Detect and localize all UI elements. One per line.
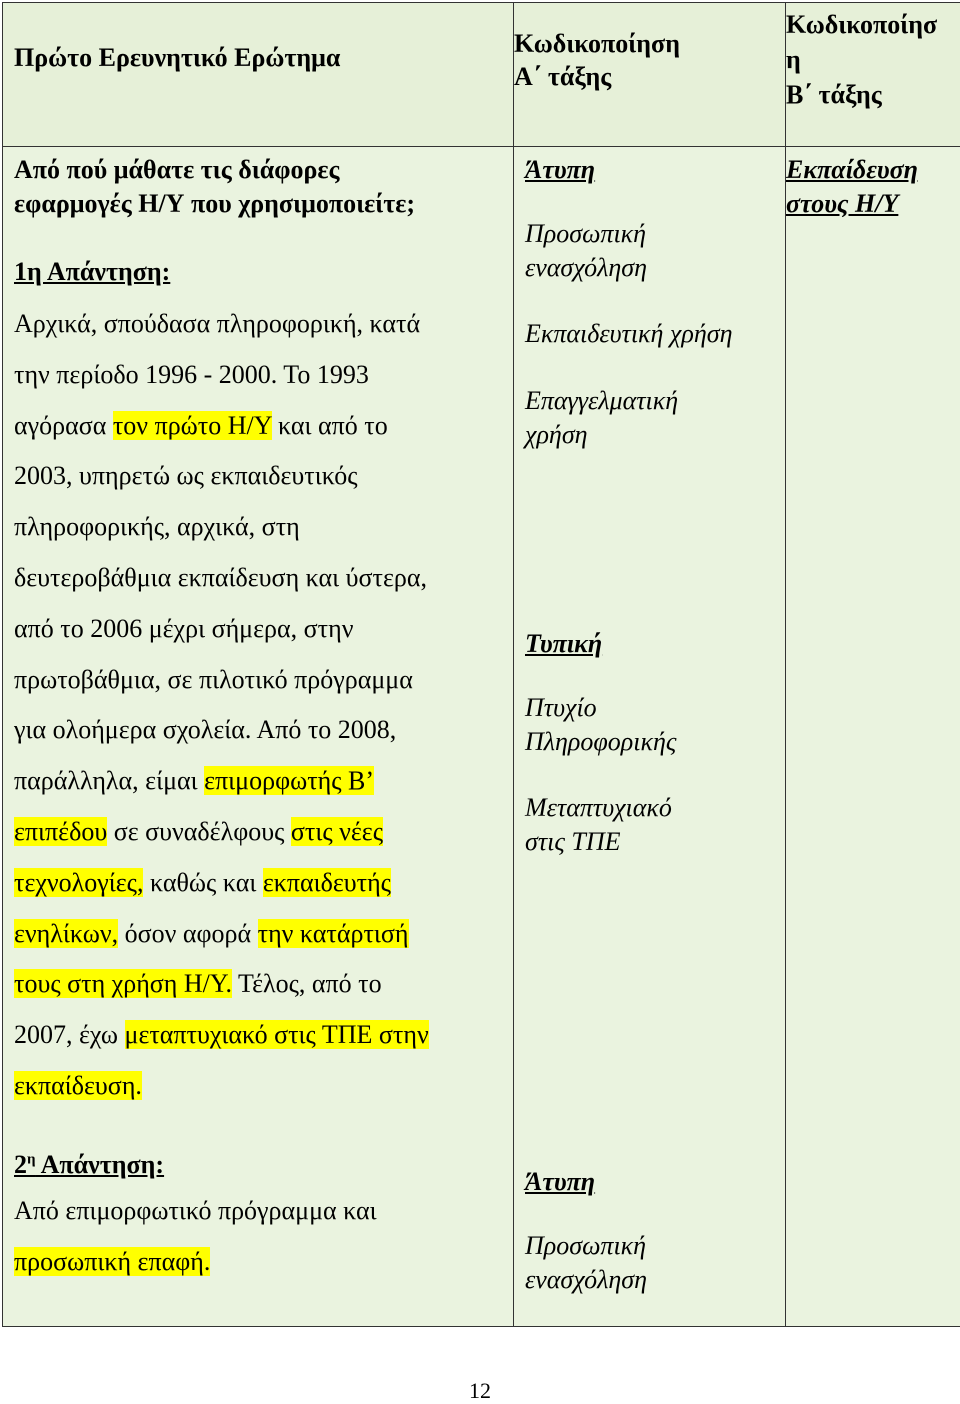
coding-a1-item2-l1: Επαγγελματική bbox=[525, 384, 785, 418]
coding-a1-block2 bbox=[514, 629, 785, 859]
coding-a1-item0-l1: Προσωπική bbox=[525, 217, 785, 251]
coding-a2-l2: ενασχόληση bbox=[525, 1263, 785, 1297]
header-coding-b bbox=[786, 3, 960, 147]
coding-a1-item3-l2: Πληροφορικής bbox=[525, 725, 785, 759]
coding-b-cell bbox=[786, 147, 960, 1327]
coding-a1-item4-l1: Μεταπτυχιακό bbox=[525, 791, 785, 825]
coding-a1-item3 bbox=[514, 691, 785, 759]
answer2-label-rest: Απάντηση: bbox=[36, 1150, 165, 1179]
answer2-text bbox=[3, 1186, 513, 1288]
answer1-line bbox=[14, 604, 513, 655]
answer1-label: 1η Απάντηση: bbox=[3, 257, 513, 287]
answer1-line bbox=[14, 1010, 513, 1061]
highlighted-text: μεταπτυχιακό στις ΤΠΕ στην bbox=[125, 1020, 429, 1049]
coding-a1-item3-l1: Πτυχίο bbox=[525, 691, 785, 725]
question bbox=[3, 147, 513, 221]
highlighted-text: επιπέδου bbox=[14, 817, 107, 846]
answer2-label bbox=[3, 1150, 513, 1180]
highlighted-text: τεχνολογίες, bbox=[14, 868, 143, 897]
answer1-line bbox=[14, 350, 513, 401]
answer1-text-segment: και από το bbox=[272, 411, 388, 440]
answer2-label-sup: η bbox=[27, 1151, 36, 1167]
header-row bbox=[3, 3, 960, 147]
highlighted-text: τον πρώτο Η/Υ bbox=[113, 411, 272, 440]
answer1-text-segment: πληροφορικής, αρχικά, στη bbox=[14, 512, 300, 541]
header-coding-a bbox=[514, 3, 786, 147]
answer1-line bbox=[14, 959, 513, 1010]
coding-a1-item2-l2: χρήση bbox=[525, 418, 785, 452]
coding-a1-cat2: Τυπική bbox=[514, 629, 785, 659]
answer1-text-segment: από το 2006 μέχρι σήμερα, στην bbox=[14, 614, 353, 643]
answer1-text-segment: σε συναδέλφους bbox=[107, 817, 291, 846]
header-coding-b-line2: η bbox=[786, 42, 960, 77]
answer2-line2: προσωπική επαφή. bbox=[14, 1247, 210, 1276]
coding-table bbox=[2, 2, 960, 1327]
answer1-text-segment: καθώς και bbox=[143, 868, 262, 897]
answer1-text-segment: πρωτοβάθμια, σε πιλοτικό πρόγραμμα bbox=[14, 665, 413, 694]
answer1-text-segment: δευτεροβάθμια εκπαίδευση και ύστερα, bbox=[14, 563, 427, 592]
highlighted-text: ενηλίκων, bbox=[14, 919, 118, 948]
answer1-text-segment: για ολοήμερα σχολεία. Από το 2008, bbox=[14, 715, 396, 744]
answer1-line bbox=[14, 858, 513, 909]
header-coding-b-line3: Β΄ τάξης bbox=[786, 77, 960, 112]
highlighted-text: εκπαίδευση. bbox=[14, 1071, 142, 1100]
highlighted-text: τους στη χρήση Η/Υ. bbox=[14, 969, 232, 998]
answer1-text-segment: όσον αφορά bbox=[118, 919, 258, 948]
coding-b1-line2: στους Η/Υ bbox=[786, 187, 960, 221]
coding-a1-cat1: Άτυπη bbox=[514, 155, 785, 185]
header-coding-b-line1: Κωδικοποίησ bbox=[786, 7, 960, 42]
answer1-text bbox=[3, 299, 513, 1112]
page-number: 12 bbox=[0, 1378, 960, 1404]
answer1-line bbox=[14, 1061, 513, 1112]
answer1-line bbox=[14, 502, 513, 553]
coding-a2-cat: Άτυπη bbox=[514, 1167, 785, 1197]
highlighted-text: εκπαιδευτής bbox=[263, 868, 391, 897]
answer1-text-segment: 2003, υπηρετώ ως εκπαιδευτικός bbox=[14, 461, 358, 490]
header-question-text: Πρώτο Ερευνητικό Ερώτημα bbox=[14, 43, 340, 72]
answer1-line bbox=[14, 655, 513, 706]
coding-a1-block bbox=[514, 155, 785, 452]
header-coding-a-line2: Α΄ τάξης bbox=[514, 60, 785, 93]
coding-a-cell bbox=[514, 147, 786, 1327]
coding-a1-item0 bbox=[514, 217, 785, 285]
answer1-line bbox=[14, 756, 513, 807]
answer1-text-segment: Αρχικά, σπούδασα πληροφορική, κατά bbox=[14, 309, 420, 338]
highlighted-text: επιμορφωτής Β’ bbox=[204, 766, 374, 795]
body-row bbox=[3, 147, 960, 1327]
highlighted-text: την κατάρτισή bbox=[258, 919, 409, 948]
coding-a1-item0-l2: ενασχόληση bbox=[525, 251, 785, 285]
answer1-text-segment: παράλληλα, είμαι bbox=[14, 766, 204, 795]
coding-a2-item bbox=[514, 1229, 785, 1297]
answer2-line2-wrap bbox=[14, 1237, 513, 1288]
coding-a1-item4 bbox=[514, 791, 785, 859]
coding-a1-item4-l2: στις ΤΠΕ bbox=[525, 825, 785, 859]
header-coding-a-line1: Κωδικοποίηση bbox=[514, 27, 785, 60]
answer2-line1: Από επιμορφωτικό πρόγραμμα και bbox=[14, 1186, 513, 1237]
answer1-line bbox=[14, 451, 513, 502]
coding-b1-line1: Εκπαίδευση bbox=[786, 153, 960, 187]
highlighted-text: στις νέες bbox=[291, 817, 383, 846]
coding-a1-item1-l1: Εκπαιδευτική χρήση bbox=[525, 317, 785, 351]
header-question bbox=[3, 3, 514, 147]
answer1-text-segment: αγόρασα bbox=[14, 411, 113, 440]
question-line2: εφαρμογές Η/Υ που χρησιμοποιείτε; bbox=[14, 187, 513, 221]
answer1-line bbox=[14, 705, 513, 756]
answer1-line bbox=[14, 807, 513, 858]
answer2-label-num: 2 bbox=[14, 1150, 27, 1179]
answer1-line bbox=[14, 909, 513, 960]
question-line1: Από πού μάθατε τις διάφορες bbox=[14, 153, 513, 187]
coding-a1-item1 bbox=[514, 317, 785, 351]
answer1-text-segment: 2007, έχω bbox=[14, 1020, 125, 1049]
answer1-line bbox=[14, 299, 513, 350]
coding-a2-l1: Προσωπική bbox=[525, 1229, 785, 1263]
answer1-text-segment: την περίοδο 1996 - 2000. Το 1993 bbox=[14, 360, 369, 389]
answer1-text-segment: Τέλος, από το bbox=[232, 969, 382, 998]
answer1-line bbox=[14, 553, 513, 604]
coding-b1 bbox=[786, 153, 960, 221]
answer1-line bbox=[14, 401, 513, 452]
coding-a2-block bbox=[514, 1167, 785, 1297]
coding-a1-item2 bbox=[514, 384, 785, 452]
answers-cell bbox=[3, 147, 514, 1327]
